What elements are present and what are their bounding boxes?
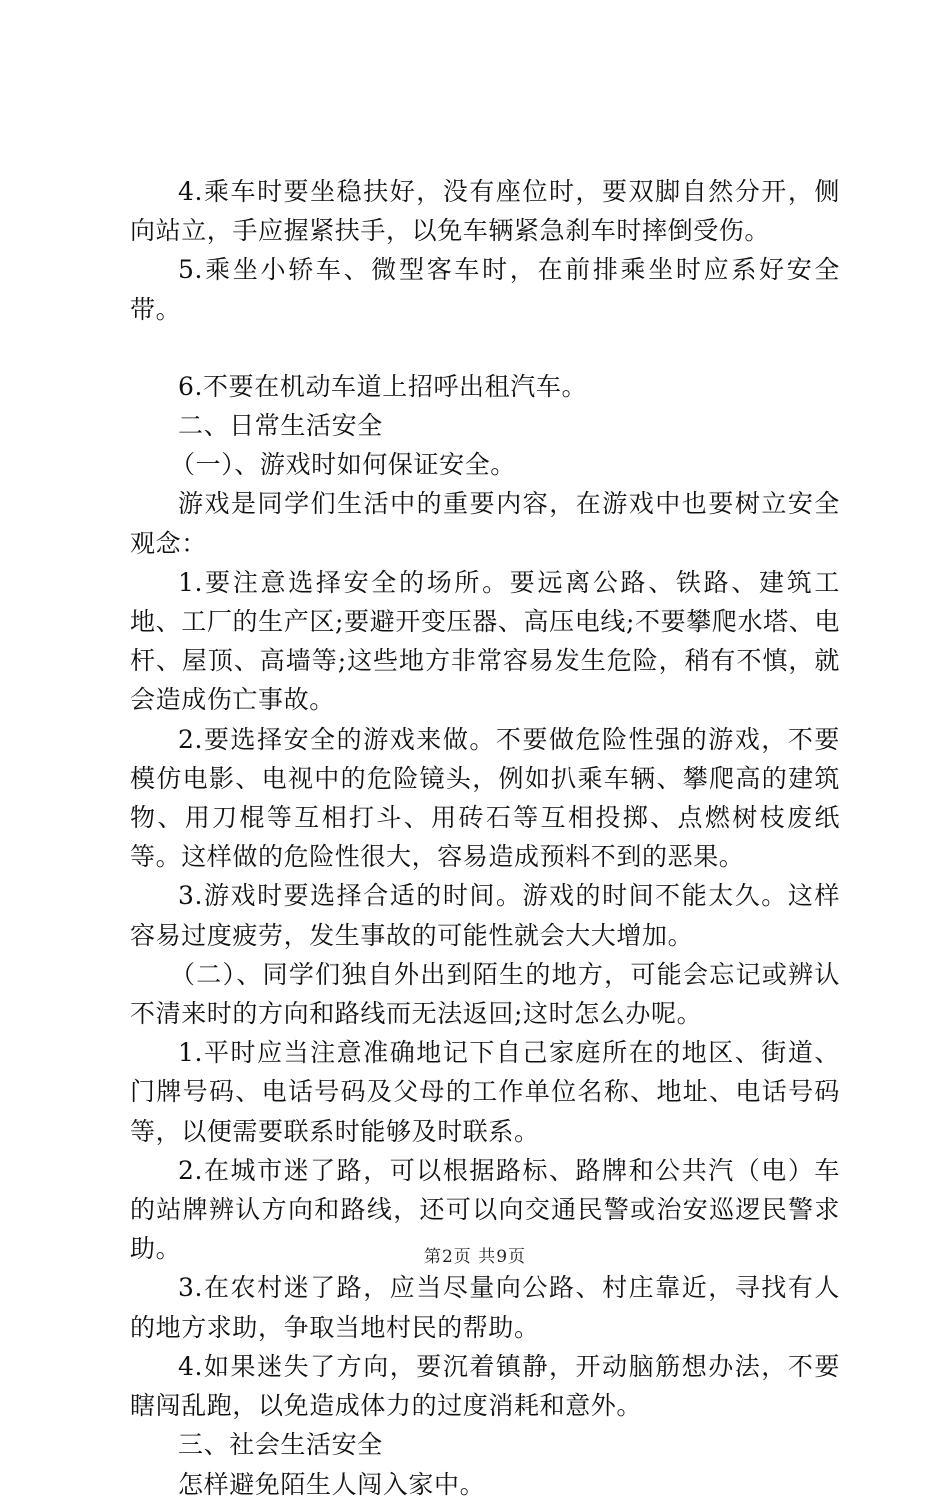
paragraph-bus-riding: 4.乘车时要坐稳扶好，没有座位时，要双脚自然分开，侧向站立，手应握紧扶手，以免车辆紧急刹车时摔倒受伤。: [130, 177, 840, 246]
section-heading-social-life: 三、社会生活安全: [178, 1430, 383, 1460]
paragraph-game-place: 1.要注意选择安全的场所。要远离公路、铁路、建筑工地、工厂的生产区;要避开变压器、高压电线;不要攀爬水塔、电杆、屋顶、高墙等;这些地方非常容易发生危险，稍有不慎，就会造成伤亡事故。: [130, 567, 840, 715]
subsection-heading-game-safety: （一）、游戏时如何保证安全。: [170, 450, 516, 480]
paragraph-strangers: 怎样避免陌生人闯入家中。: [178, 1469, 486, 1499]
paragraph-seat-belt: 5.乘坐小轿车、微型客车时，在前排乘坐时应系好安全带。: [130, 255, 840, 324]
page-number-footer: 第2页 共9页: [423, 1247, 527, 1267]
subsection-heading-getting-lost: （二）、同学们独自外出到陌生的地方，可能会忘记或辨认不清来时的方向和路线而无法返回;这时怎么办呢。: [130, 959, 840, 1029]
paragraph-lost-in-village: 3.在农村迷了路，应当尽量向公路、村庄靠近，寻找有人的地方求助，争取当地村民的帮助。: [130, 1273, 840, 1342]
paragraph-game-intro: 游戏是同学们生活中的重要内容，在游戏中也要树立安全观念：: [130, 489, 840, 558]
paragraph-taxi: 6.不要在机动车道上招呼出租汽车。: [178, 371, 588, 401]
document-body: [130, 172, 840, 1504]
paragraph-remember-address: 1.平时应当注意准确地记下自己家庭所在的地区、街道、门牌号码、电话号码及父母的工作单位名称、地址、电话号码等，以便需要联系时能够及时联系。: [130, 1038, 840, 1146]
paragraph-game-time: 3.游戏时要选择合适的时间。游戏的时间不能太久。这样容易过度疲劳，发生事故的可能性就会大大增加。: [130, 881, 840, 950]
paragraph-game-type: 2.要选择安全的游戏来做。不要做危险性强的游戏，不要模仿电影、电视中的危险镜头，例如扒乘车辆、攀爬高的建筑物、用刀棍等互相打斗、用砖石等互相投掷、点燃树枝废纸等。这样做的危险性很大，容易造成预料不到的恶果。: [130, 724, 840, 872]
paragraph-lost-in-city: 2.在城市迷了路，可以根据路标、路牌和公共汽（电）车的站牌辨认方向和路线，还可以向交通民警或治安巡逻民警求助。: [130, 1155, 840, 1264]
section-heading-daily-life: 二、日常生活安全: [178, 411, 383, 441]
paragraph-stay-calm: 4.如果迷失了方向，要沉着镇静，开动脑筋想办法，不要瞎闯乱跑，以免造成体力的过度消耗和意外。: [130, 1351, 840, 1421]
